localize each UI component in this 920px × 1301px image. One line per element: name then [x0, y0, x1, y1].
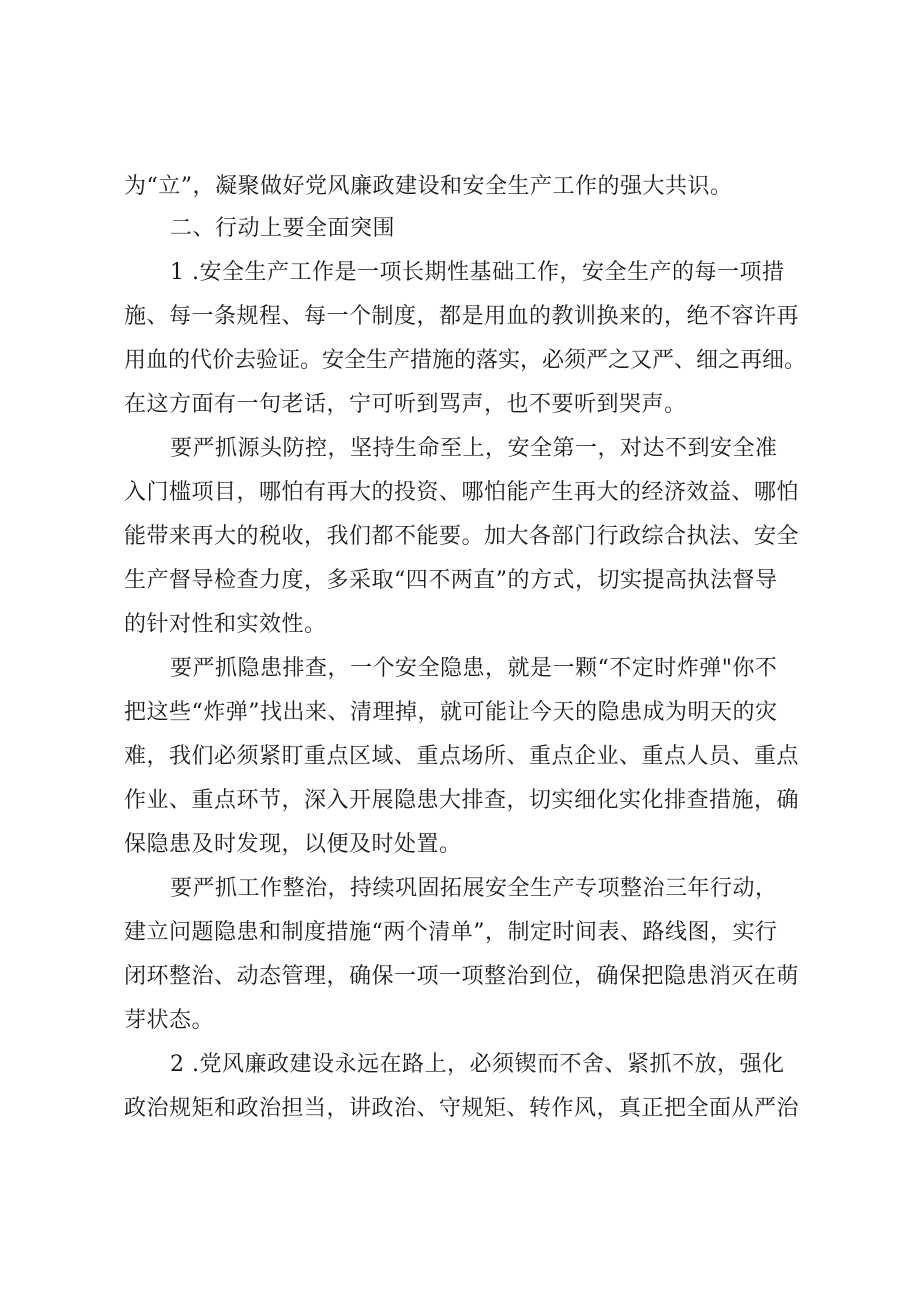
- paragraph-line-8: 入门槛项目，哪怕有再大的投资、哪怕能产生再大的经济效益、哪怕: [124, 480, 800, 505]
- paragraph-line-5: 用血的代价去验证。安全生产措施的落实，必须严之又严、细之再细。: [124, 348, 807, 373]
- paragraph-line-17: 要严抓工作整治，持续巩固拓展安全生产专项整治三年行动，: [170, 876, 778, 901]
- paragraph-line-15: 作业、重点环节，深入开展隐患大排查，切实细化实化排查措施，确: [124, 788, 800, 813]
- paragraph-line-6: 在这方面有一句老话，宁可听到骂声，也不要听到哭声。: [124, 392, 687, 417]
- section-heading: 二、行动上要全面突围: [170, 216, 396, 241]
- paragraph-line-12: 要严抓隐患排查，一个安全隐患，就是一颗“不定时炸弹"你不: [170, 656, 778, 681]
- paragraph-line-18: 建立问题隐患和制度措施“两个清单”，制定时间表、路线图，实行: [124, 920, 778, 945]
- paragraph-line-7: 要严抓源头防控，坚持生命至上，安全第一，对达不到安全准: [170, 436, 778, 461]
- paragraph-line-10: 生产督导检查力度，多采取“四不两直”的方式，切实提高执法督导: [124, 568, 778, 593]
- paragraph-line-14: 难，我们必须紧盯重点区域、重点场所、重点企业、重点人员、重点: [124, 744, 800, 769]
- paragraph-line-11: 的针对性和实效性。: [124, 612, 327, 637]
- paragraph-line-21: 2 .党风廉政建设永远在路上，必须锲而不舍、紧抓不放，强化: [170, 1052, 785, 1077]
- paragraph-line-19: 闭环整治、动态管理，确保一项一项整治到位，确保把隐患消灭在萌: [124, 964, 800, 989]
- paragraph-line-1: 为“立”，凝聚做好党风廉政建设和安全生产工作的强大共识。: [124, 174, 733, 199]
- paragraph-line-4: 施、每一条规程、每一个制度，都是用血的教训换来的，绝不容许再: [124, 304, 800, 329]
- paragraph-line-3: 1 .安全生产工作是一项长期性基础工作，安全生产的每一项措: [170, 260, 785, 285]
- paragraph-line-13: 把这些“炸弹”找出来、清理掉，就可能让今天的隐患成为明天的灾: [124, 700, 778, 725]
- paragraph-line-9: 能带来再大的税收，我们都不能要。加大各部门行政综合执法、安全: [124, 524, 800, 549]
- paragraph-line-16: 保隐患及时发现，以便及时处置。: [124, 832, 462, 857]
- paragraph-line-20: 芽状态。: [124, 1008, 215, 1033]
- paragraph-line-22: 政治规矩和政治担当，讲政治、守规矩、转作风，真正把全面从严治: [124, 1096, 800, 1121]
